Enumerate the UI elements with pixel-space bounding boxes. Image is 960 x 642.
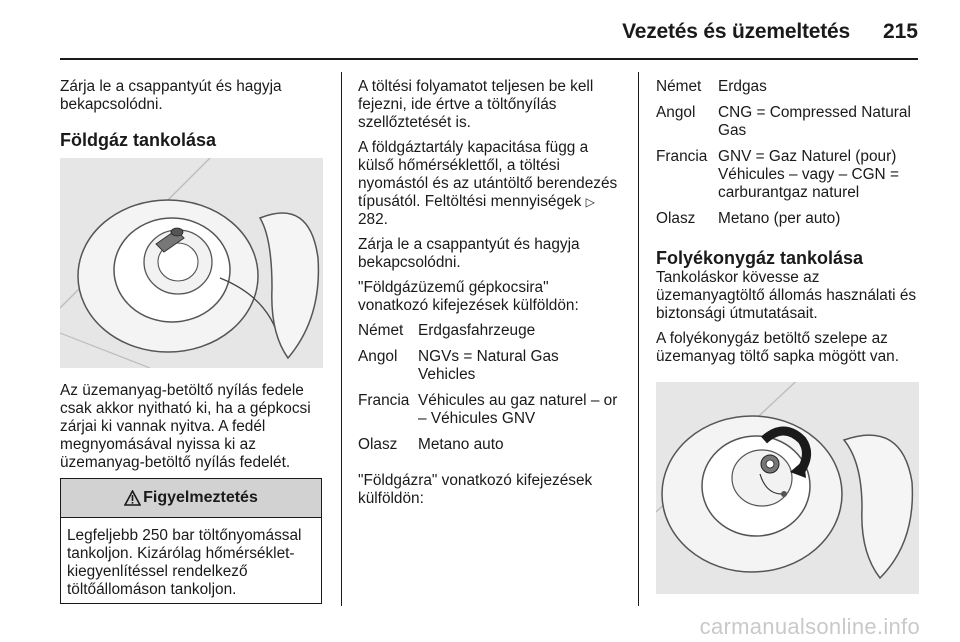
warning-header: [61, 479, 321, 518]
watermark: carmanualsonline.info: [699, 614, 920, 639]
table-row: [656, 210, 920, 236]
section-heading-lpg: Folyékonygáz tankolása: [656, 248, 864, 268]
term-language: Olasz: [358, 436, 398, 453]
col1-paragraph-1: Zárja le a csappantyút és hagyja bekapcsolódni.: [60, 78, 282, 113]
term-value: Erdgasfahrzeuge: [418, 322, 536, 339]
table-row: [358, 322, 620, 348]
table-row: [358, 392, 620, 436]
term-value: NGVs = Natural Gas Vehicles: [418, 348, 559, 383]
page-reference-icon: ▷: [585, 195, 595, 209]
term-language: Francia: [656, 148, 708, 165]
page-header-title: Vezetés és üzemeltetés: [622, 20, 850, 43]
column-1: [60, 78, 328, 151]
cng-terms-table: [656, 78, 920, 236]
term-value: Erdgas: [718, 78, 767, 95]
column-3: [656, 78, 920, 373]
col2-paragraph-4: "Földgázüzemű gépkocsira" vonatkozó kifejezések külföldön:: [358, 279, 579, 314]
table-row: [656, 104, 920, 148]
col2-paragraph-5: "Földgázra" vonatkozó kifejezések külföldön:: [358, 472, 593, 507]
col2-paragraph-1: A töltési folyamatot teljesen be kell fejezni, ide értve a töltőnyílás szellőztetését is.: [358, 78, 594, 131]
col2-paragraph-2-text: A földgáztartály kapacitása függ a külső hőmérséklettől, a töltési nyomástól és az utántöltő berendezés típusától. Feltöltési mennyiségek: [358, 139, 618, 210]
column-1-lower: [60, 382, 328, 479]
term-value: Metano auto: [418, 436, 504, 453]
table-row: [358, 348, 620, 392]
warning-triangle-icon: [124, 490, 141, 506]
column-divider-1: [341, 72, 342, 606]
col2-paragraph-3: Zárja le a csappantyút és hagyja bekapcsolódni.: [358, 236, 580, 271]
term-value: Metano (per auto): [718, 210, 841, 227]
table-row: [656, 78, 920, 104]
term-value: GNV = Gaz Naturel (pour) Véhicules – vagy – CGN = carburantgaz naturel: [718, 148, 899, 201]
section-heading-cng: Földgáz tankolása: [60, 130, 217, 150]
col3-paragraph-2: A folyékonygáz betöltő szelepe az üzemanyag töltő sapka mögött van.: [656, 330, 899, 365]
column-divider-2: [638, 72, 639, 606]
term-language: Angol: [358, 348, 398, 365]
term-value: CNG = Compressed Natural Gas: [718, 104, 911, 139]
figure-fuel-flap-cng: [60, 158, 323, 368]
table-row: [358, 436, 620, 462]
term-language: Angol: [656, 104, 696, 121]
col3-paragraph-1: Tankoláskor kövesse az üzemanyagtöltő állomás használati és biztonsági útmutatásait.: [656, 269, 917, 322]
term-language: Német: [358, 322, 404, 339]
term-language: Francia: [358, 392, 410, 409]
table-row: [656, 148, 920, 210]
col2-page-reference: 282.: [358, 211, 388, 228]
col2-paragraph-2: [358, 139, 620, 229]
warning-title: Figyelmeztetés: [143, 489, 258, 506]
ngv-terms-table: [358, 322, 620, 462]
term-value: Véhicules au gaz naturel – or – Véhicules GNV: [418, 392, 618, 427]
warning-text: Legfeljebb 250 bar töltőnyomással tankoljon. Kizárólag hőmérséklet-kiegyenlítéssel rendelkező töltőállomáson tankoljon.: [67, 527, 302, 598]
figure-fuel-flap-lpg: [656, 382, 919, 594]
col1-paragraph-2: Az üzemanyag-betöltő nyílás fedele csak akkor nyitható ki, ha a gépkocsi zárjai ki vannak nyitva. A fedél megnyomásával nyissa ki az üzemanyag-betöltő nyílás fedelét.: [60, 382, 311, 471]
term-language: Német: [656, 78, 702, 95]
fuel-flap-illustration-2: [656, 382, 919, 594]
column-2: [358, 78, 620, 515]
page-number: 215: [882, 20, 918, 43]
warning-box: [60, 478, 322, 604]
header-divider: [60, 58, 918, 60]
term-language: Olasz: [656, 210, 696, 227]
fuel-flap-illustration-1: [60, 158, 323, 368]
